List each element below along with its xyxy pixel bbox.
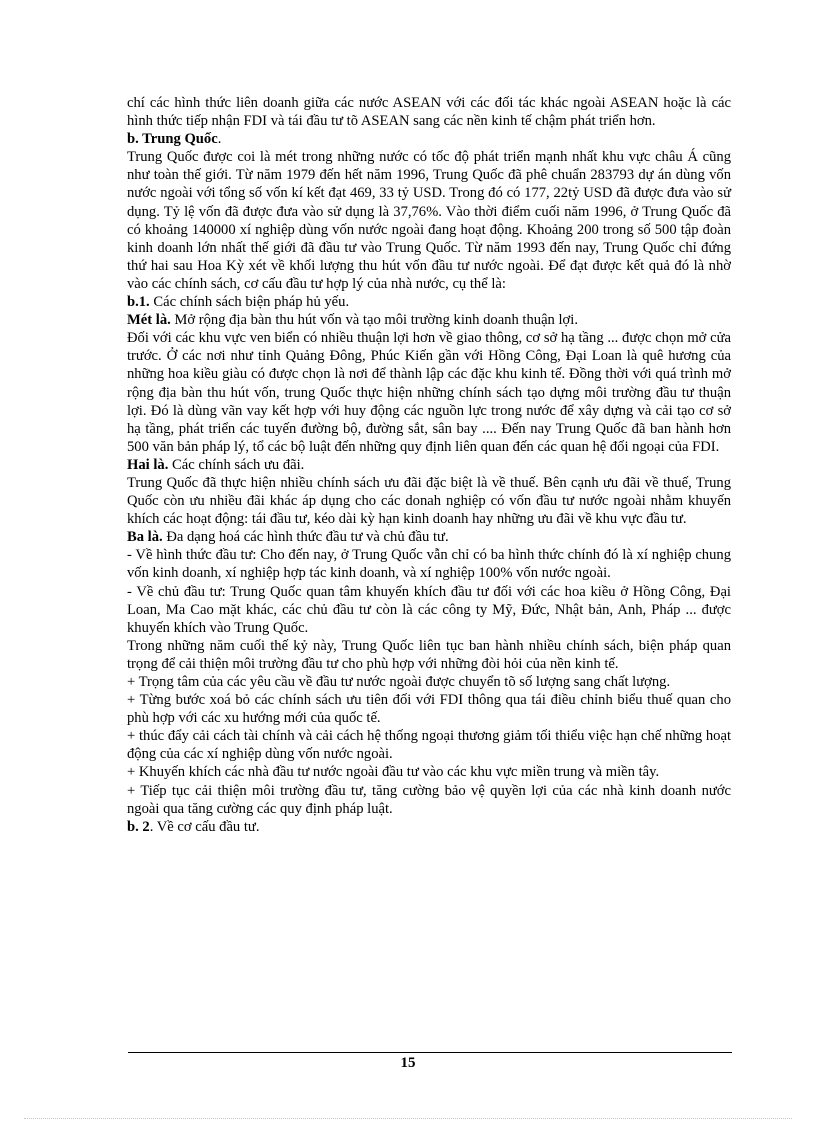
- paragraph: [127, 94, 731, 130]
- paragraph: [127, 474, 731, 528]
- page-number: 15: [400, 1055, 416, 1071]
- paragraph-text: Đa dạng hoá các hình thức đầu tư và chủ đầu tư.: [162, 529, 449, 546]
- paragraph-text: + thúc đẩy cải cách tài chính và cải cách hệ thống ngoại thương giảm tối thiểu việc hạn chế những hoạt động của các xí nghiệp dùng vốn nước ngoài.: [127, 728, 731, 763]
- paragraph: [127, 763, 731, 781]
- paragraph-heading: Hai là.: [127, 456, 169, 473]
- page-bottom-border: [24, 1118, 792, 1119]
- paragraph-text: Trong những năm cuối thế kỷ này, Trung Quốc liên tục ban hành nhiều chính sách, biện pháp quan trọng để cải thiện môi trường đầu tư cho phù hợp với những đòi hỏi của nền kinh tế.: [127, 637, 731, 672]
- paragraph-heading: Mét là.: [127, 312, 171, 329]
- paragraph: [127, 583, 731, 637]
- paragraph-text: + Khuyến khích các nhà đầu tư nước ngoài đầu tư vào các khu vực miền trung và miền tây.: [127, 764, 660, 781]
- paragraph: [127, 637, 731, 673]
- footer-rule: [128, 1052, 732, 1053]
- paragraph-text: . Về cơ cấu đầu tư.: [149, 818, 260, 835]
- paragraph-text: + Tiếp tục cải thiện môi trường đầu tư, tăng cường bảo vệ quyền lợi của các nhà kinh doanh nước ngoài qua tăng cường các quy định pháp luật.: [127, 782, 731, 817]
- paragraph-heading: Ba là.: [127, 529, 163, 546]
- paragraph: [127, 130, 731, 148]
- paragraph: [127, 727, 731, 763]
- paragraph-text: + Từng bước xoá bỏ các chính sách ưu tiên đối với FDI thông qua tái điều chỉnh biểu thuế quan cho phù hợp với các xu hướng mới của quốc tế.: [127, 692, 731, 727]
- paragraph: [127, 311, 731, 329]
- paragraph: [127, 782, 731, 818]
- paragraph-text: Trung Quốc được coi là mét trong những nước có tốc độ phát triển mạnh nhất khu vực châu Á cũng như toàn thế giới. Từ năm 1979 đến hết năm 1996, Trung Quốc đã phê chuẩn 283793 dự án dùng vốn nước ngoài với tổng số vốn kí kết đạt 469, 33 tỷ USD. Trong đó có 177, 22tỷ USD đã được đưa vào sử dụng. Tỷ lệ vốn đã được đưa vào sử dụng là 37,76%. Vào thời điểm cuối năm 1996, ở Trung Quốc đã có khoảng 140000 xí nghiệp dùng vốn nước ngoài đang hoạt động. Khoảng 200 trong số 500 tập đoàn kinh doanh lớn nhất thế giới đã đầu tư vào Trung Quốc. Từ năm 1993 đến nay, Trung Quốc chỉ đứng thứ hai sau Hoa Kỳ xét về khối lượng thu hút vốn đầu tư nước ngoài. Để đạt được kết quả đó là nhờ vào các chính sách, cơ cấu đầu tư hợp lý của nhà nước, cụ thể là:: [127, 149, 731, 292]
- paragraph-text: + Trọng tâm của các yêu cầu về đầu tư nước ngoài được chuyển tõ số lượng sang chất lượng.: [127, 674, 671, 690]
- paragraph-text: chí các hình thức liên doanh giữa các nước ASEAN với các đối tác khác ngoài ASEAN hoặc là các hình thức tiếp nhận FDI và tái đầu tư tõ ASEAN sang các nền kinh tế chậm phát triển hơn.: [127, 95, 731, 130]
- paragraph-text: - Về chủ đầu tư: Trung Quốc quan tâm khuyến khích đầu tư đối với các hoa kiều ở Hồng Công, Đại Loan, Ma Cao mặt khác, các chủ đầu tư còn là các công ty Mỹ, Đức, Nhật bản, Anh, Pháp ... được khuyến khích vào Trung Quốc.: [127, 583, 731, 636]
- paragraph-heading: b. 2: [127, 818, 150, 835]
- paragraph: [127, 528, 731, 546]
- paragraph-text: Đối với các khu vực ven biển có nhiều thuận lợi hơn về giao thông, cơ sở hạ tầng ... được chọn mở cửa trước. Ở các nơi như tỉnh Quảng Đông, Phúc Kiến gần với Hồng Công, Đại Loan là quê hương của những hoa kiều giàu có được chọn là nơi để thành lập các đặc khu kinh tế. Đồng thời với quá trình mở rộng địa bàn thu hút vốn, trung Quốc thực hiện những chính sách tạo dựng môi trường đầu tư thuận lợi. Đó là dùng vãn vay kết hợp với huy động các nguồn lực trong nước để xây dựng và cải tạo cơ sở hạ tầng, phát triển các tuyến đường bộ, đường sắt, sân bay .... Đến nay Trung Quốc đã ban hành hơn 500 văn bản pháp lý, tổ các bộ luật đến những quy định liên quan đến các quan hệ đối ngoại của FDI.: [127, 330, 731, 455]
- paragraph-text: Mở rộng địa bàn thu hút vốn và tạo môi trường kinh doanh thuận lợi.: [170, 312, 578, 329]
- paragraph: [127, 546, 731, 582]
- paragraph: [127, 293, 731, 311]
- paragraph: [127, 673, 731, 691]
- paragraph: [127, 818, 731, 836]
- document-body: [127, 94, 731, 836]
- paragraph-heading: b. Trung Quốc: [127, 131, 218, 148]
- paragraph-heading: b.1.: [127, 294, 150, 311]
- paragraph: [127, 148, 731, 293]
- paragraph-text: - Về hình thức đầu tư: Cho đến nay, ở Trung Quốc vẫn chỉ có ba hình thức chính đó là xí nghiệp chung vốn kinh doanh, xí nghiệp hợp tác kinh doanh, và xí nghiệp 100% vốn nước ngoài.: [127, 547, 731, 582]
- paragraph: [127, 691, 731, 727]
- paragraph-text: .: [217, 131, 222, 148]
- paragraph: [127, 456, 731, 474]
- paragraph-text: Các chính sách biện pháp hủ yếu.: [149, 294, 350, 311]
- paragraph-text: Các chính sách ưu đãi.: [168, 456, 305, 473]
- paragraph-text: Trung Quốc đã thực hiện nhiều chính sách ưu đãi đặc biệt là về thuế. Bên cạnh ưu đãi về thuế, Trung Quốc còn ưu nhiều đãi khác áp dụng cho các donah nghiệp có vốn đầu tư nước ngoài nhằm khuyến khích các hoạt động: tái đầu tư, kéo dài kỳ hạn kinh doanh hay những ưu đãi về khu vực đầu tư.: [127, 474, 731, 528]
- paragraph: [127, 329, 731, 456]
